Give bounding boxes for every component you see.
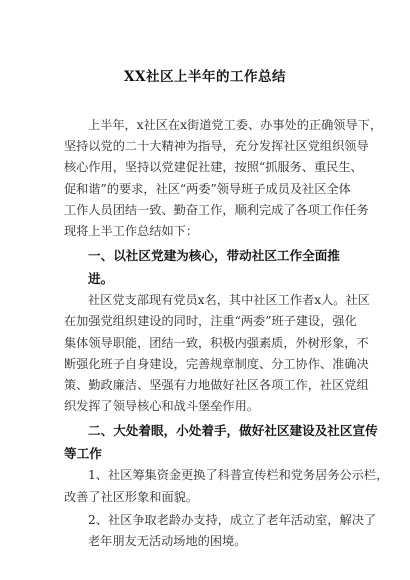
list-item-2 [64,510,377,552]
list-item-1 [64,465,389,507]
section-heading-2 [64,419,378,465]
document-title: XX社区上半年的工作总结 [124,69,286,85]
paragraph-line: 在加强党组织建设的同时，注重“两委”班子建设，强化 [64,314,357,329]
paragraph-line: 坚持以党的二十大精神为指导，充分发挥社区党组织领导 [64,139,369,154]
paragraph-line: 上半年，x社区在x街道党工委、办事处的正确领导下， [88,118,383,132]
paragraph-line: 核心作用，坚持以党建促社建，按照“抓服务、重民生、 [64,160,363,175]
paragraph-line: 社区党支部现有党员x名，其中社区工作者x人。社区 [88,293,370,308]
heading-line: 二、大处着眼，小处着手，做好社区建设及社区宣传 [88,423,378,439]
document-body [64,115,389,552]
paragraph-line: 织发挥了领导核心和战斗堡垒作用。 [64,399,259,414]
paragraph-line: 老年朋友无活动场地的困境。 [88,534,247,549]
paragraph-line: 促和谐”的要求，社区“两委”领导班子成员及社区全体 [64,181,351,196]
intro-paragraph [64,115,383,242]
heading-line: 等工作 [64,446,102,462]
paragraph-line: 断强化班子自身建设，完善规章制度、分工协作、准确决 [64,356,369,371]
section-paragraph-1 [64,290,370,417]
paragraph-line: 工作人员团结一致、勤奋工作，顺利完成了各项工作任务 [64,202,369,217]
paragraph-line: 2、社区争取老龄办支持，成立了老年活动室，解决了 [88,512,377,527]
paragraph-line: 改善了社区形象和面貌。 [64,489,199,504]
paragraph-line: 1、社区筹集资金更换了科普宣传栏和党务居务公示栏， [88,468,389,483]
paragraph-line: 集体领导职能，团结一致，积极内强素质，外树形象，不 [64,335,369,350]
paragraph-line: 现将上半工作总结如下： [64,224,199,239]
section-heading-1: 一、以社区党建为核心，带动社区工作全面推进。 [88,248,340,287]
paragraph-line: 策、勤政廉洁、坚强有力地做好社区各项工作，社区党组 [64,378,369,393]
